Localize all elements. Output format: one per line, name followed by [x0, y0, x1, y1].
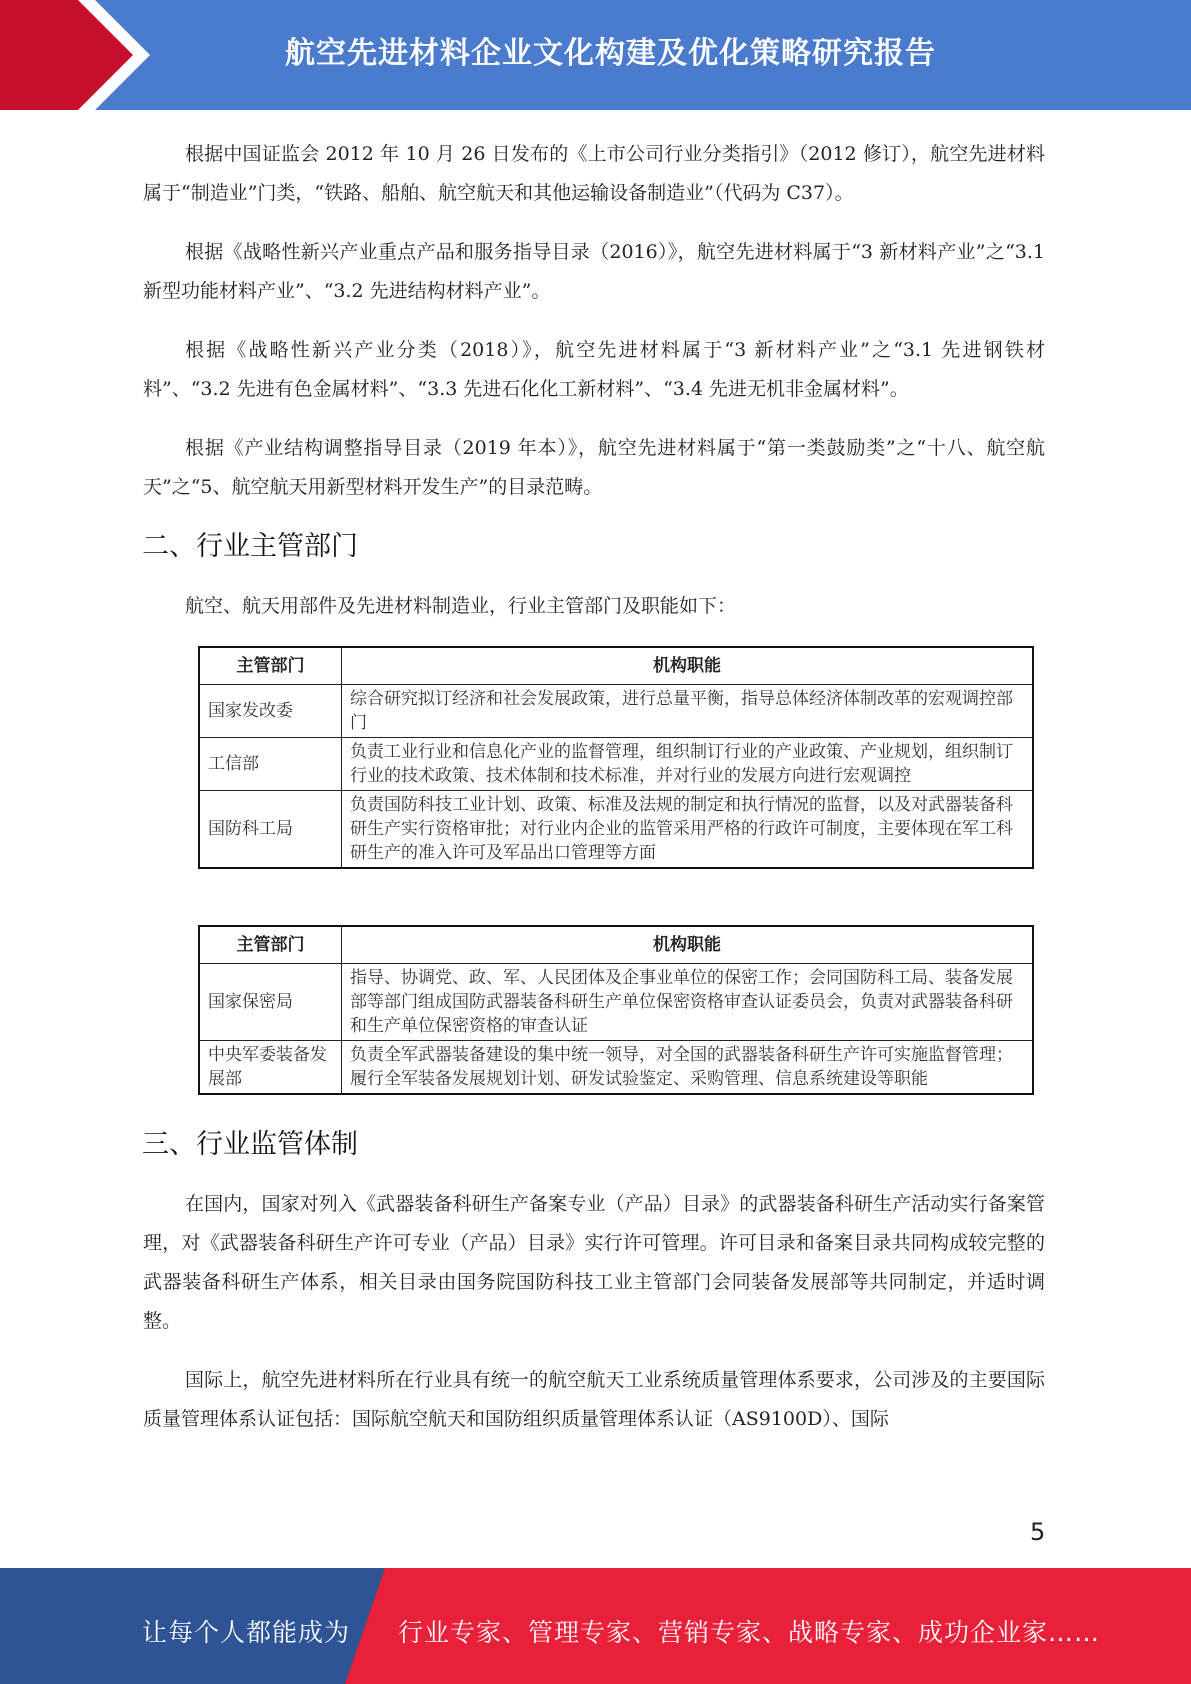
page-content	[143, 135, 1045, 1459]
paragraph: 根据《战略性新兴产业分类（2018）》，航空先进材料属于“3 新材料产业”之“3.1 先进钢铁材料”、“3.2 先进有色金属材料”、“3.3 先进石化化工新材料”、“3.4 先进无机非金属材料”。	[143, 339, 1045, 400]
table-row	[199, 964, 1033, 1041]
table-row	[199, 738, 1033, 791]
dept-name-cell: 中央军委装备发展部	[199, 1041, 342, 1095]
paragraph: 根据《战略性新兴产业重点产品和服务指导目录（2016）》，航空先进材料属于“3 新材料产业”之“3.1 新型功能材料产业”、“3.2 先进结构材料产业”。	[143, 241, 1045, 302]
paragraph: 根据《产业结构调整指导目录（2019 年本）》，航空先进材料属于“第一类鼓励类”之“十八、航空航天”之“5、航空航天用新型材料开发生产”的目录范畴。	[143, 437, 1045, 498]
dept-duty-cell: 指导、协调党、政、军、人民团体及企事业单位的保密工作；会同国防科工局、装备发展部等部门组成国防武器装备科研生产单位保密资格审查认证委员会，负责对武器装备科研和生产单位保密资格的审查认证	[342, 964, 1034, 1041]
dept-duty-cell: 综合研究拟订经济和社会发展政策，进行总量平衡，指导总体经济体制改革的宏观调控部门	[342, 685, 1034, 738]
dept-name-cell: 国家发改委	[199, 685, 342, 738]
paragraph: 国际上，航空先进材料所在行业具有统一的航空航天工业系统质量管理体系要求，公司涉及的主要国际质量管理体系认证包括：国际航空航天和国防组织质量管理体系认证（AS9100D）、国际	[143, 1369, 1045, 1430]
dept-duty-cell: 负责工业行业和信息化产业的监督管理，组织制订行业的产业政策、产业规划，组织制订行业的技术政策、技术体制和技术标准，并对行业的发展方向进行宏观调控	[342, 738, 1034, 791]
report-title: 航空先进材料企业文化构建及优化策略研究报告	[285, 36, 936, 71]
table-header-cell: 主管部门	[199, 647, 342, 685]
table-header-row	[199, 647, 1033, 685]
dept-duty-cell: 负责国防科技工业计划、政策、标准及法规的制定和执行情况的监督，以及对武器装备科研生产实行资格审批；对行业内企业的监管采用严格的行政许可制度，主要体现在军工科研生产的准入许可及军品出口管理等方面	[342, 791, 1034, 869]
page-footer	[0, 1568, 1191, 1684]
dept-name-cell: 国家保密局	[199, 964, 342, 1041]
section2-intro: 航空、航天用部件及先进材料制造业，行业主管部门及职能如下：	[185, 595, 737, 617]
table-header-row	[199, 926, 1033, 964]
section-heading-2: 二、行业主管部门	[142, 531, 358, 562]
table-row	[199, 685, 1033, 738]
dept-table-1	[198, 646, 1034, 869]
page-header	[0, 0, 1191, 110]
dept-duty-cell: 负责全军武器装备建设的集中统一领导，对全国的武器装备科研生产许可实施监督管理；履行全军装备发展规划计划、研发试验鉴定、采购管理、信息系统建设等职能	[342, 1041, 1034, 1095]
dept-table-2	[198, 925, 1034, 1095]
dept-name-cell: 国防科工局	[199, 791, 342, 869]
table-row	[199, 1041, 1033, 1095]
table-header-cell: 机构职能	[342, 926, 1034, 964]
section-heading-3: 三、行业监管体制	[142, 1129, 358, 1160]
table-header-cell: 机构职能	[342, 647, 1034, 685]
footer-slogan-left: 让每个人都能成为	[142, 1618, 351, 1647]
dept-name-cell: 工信部	[199, 738, 342, 791]
paragraph: 根据中国证监会 2012 年 10 月 26 日发布的《上市公司行业分类指引》（2012 修订），航空先进材料属于“制造业”门类，“铁路、船舶、航空航天和其他运输设备制造业”（代码为 C37）。	[143, 143, 1045, 204]
page-number: 5	[1030, 1518, 1046, 1546]
paragraph: 在国内，国家对列入《武器装备科研生产备案专业（产品）目录》的武器装备科研生产活动实行备案管理，对《武器装备科研生产许可专业（产品）目录》实行许可管理。许可目录和备案目录共同构成较完整的武器装备科研生产体系，相关目录由国务院国防科技工业主管部门会同装备发展部等共同制定，并适时调整。	[143, 1193, 1045, 1332]
footer-slogan-right: 行业专家、管理专家、营销专家、战略专家、成功企业家……	[398, 1618, 1101, 1647]
table-header-cell: 主管部门	[199, 926, 342, 964]
table-row	[199, 791, 1033, 869]
